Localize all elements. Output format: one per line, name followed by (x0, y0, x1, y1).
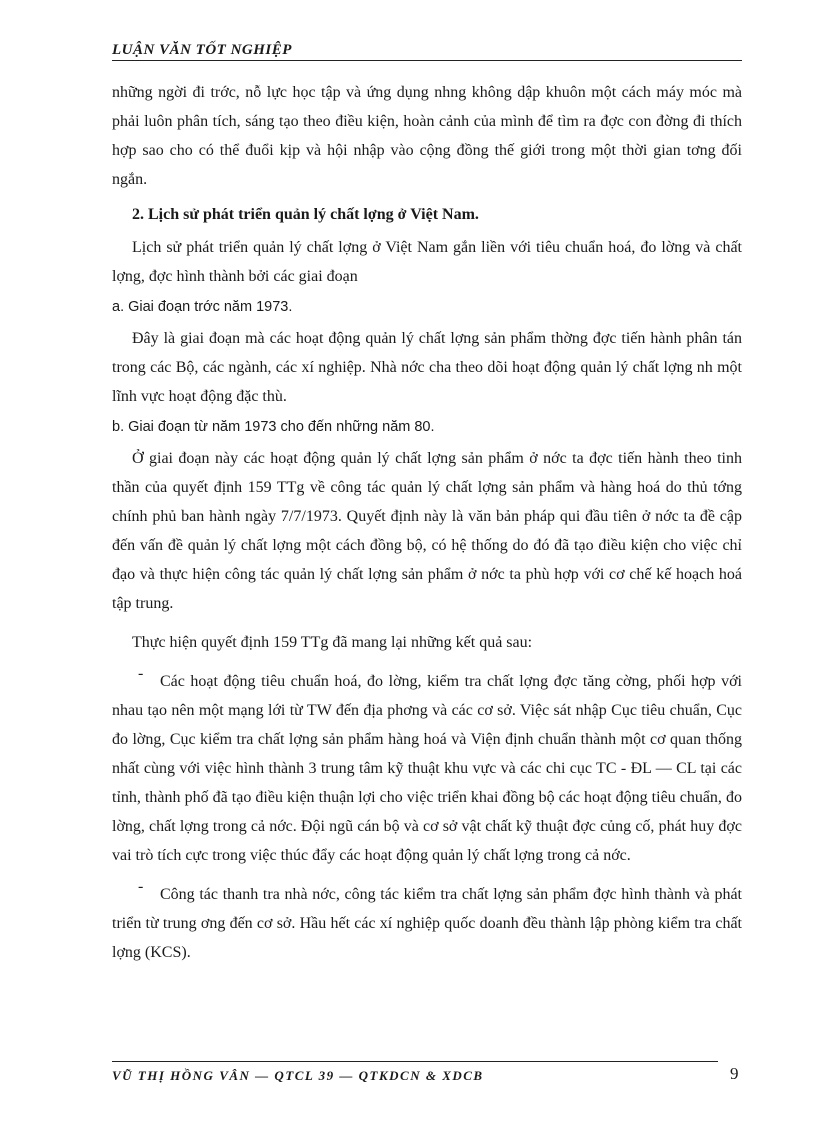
paragraph-before-1973: Đây là giai đoạn mà các hoạt động quản lý chất lợng sản phẩm thờng đợc tiến hành phân tán trong các Bộ, các ngành, các xí nghiệp. Nhà nớc cha theo dõi hoạt động quản lý chất lợng nh một lĩnh vực hoạt động đặc thù. (112, 330, 742, 405)
subheading-a: a. Giai đoạn trớc năm 1973. (112, 299, 293, 315)
dash-bullet-icon: - (138, 878, 144, 895)
dash-bullet-icon: - (138, 665, 144, 682)
bullet-item-1 (112, 667, 742, 870)
paragraph-history: Lịch sử phát triển quản lý chất lợng ở Việt Nam gắn liền với tiêu chuẩn hoá, đo lờng và chất lợng, đợc hình thành bởi các giai đoạn (112, 239, 742, 285)
footer-author: VŨ THỊ HỒNG VÂN — QTCL 39 — QTKDCN & XDCB (112, 1068, 484, 1083)
bullet-text-2: Công tác thanh tra nhà nớc, công tác kiểm tra chất lợng sản phẩm đợc hình thành và phát triển từ trung ơng đến cơ sở. Hầu hết các xí nghiệp quốc doanh đều thành lập phòng kiểm tra chất lợng (KCS). (112, 886, 742, 961)
page-body (112, 78, 742, 967)
bullet-text-1: Các hoạt động tiêu chuẩn hoá, đo lờng, kiểm tra chất lợng đợc tăng cờng, phối hợp với nhau tạo nên một mạng lới từ TW đến địa phơng và các cơ sở. Việc sát nhập Cục tiêu chuẩn, Cục đo lờng, Cục kiểm tra chất lợng sản phẩm hàng hoá và Viện định chuẩn thành một cơ quan thống nhất cùng với việc hình thành 3 trung tâm kỹ thuật khu vực và các chi cục TC - ĐL — CL tại các tỉnh, thành phố đã tạo điều kiện thuận lợi cho việc triển khai đồng bộ các hoạt động tiêu chuẩn, đo lờng, chất lợng trong cả nớc. Đội ngũ cán bộ và cơ sở vật chất kỹ thuật đợc củng cố, phát huy đợc vai trò tích cực trong việc thúc đẩy các hoạt động quản lý chất lợng trong cả nớc. (112, 673, 742, 864)
header-title: LUẬN VĂN TỐT NGHIỆP (112, 42, 292, 58)
page-number: 9 (730, 1064, 739, 1083)
paragraph-intro: những ngời đi trớc, nỗ lực học tập và ứng dụng nhng không dập khuôn một cách máy móc mà phải luôn phân tích, sáng tạo theo điều kiện, hoàn cảnh của mình để tìm ra đợc con đờng đi thích hợp sao cho có thể đuổi kịp và hội nhập vào cộng đồng thế giới trong một thời gian tơng đối ngắn. (112, 84, 742, 188)
footer-rule (112, 1061, 718, 1062)
paragraph-results: Thực hiện quyết định 159 TTg đã mang lại những kết quả sau: (132, 634, 533, 651)
bullet-item-2 (112, 880, 742, 967)
section-heading: 2. Lịch sử phát triển quản lý chất lợng ở Việt Nam. (132, 206, 479, 223)
page-header (112, 40, 742, 64)
subheading-b: b. Giai đoạn từ năm 1973 cho đến những năm 80. (112, 419, 435, 435)
header-rule (112, 60, 742, 61)
paragraph-1973-80: Ở giai đoạn này các hoạt động quản lý chất lợng sản phẩm ở nớc ta đợc tiến hành theo tinh thần của quyết định 159 TTg về công tác quản lý chất lợng sản phẩm và hàng hoá do thủ tớng chính phủ ban hành ngày 7/7/1973. Quyết định này là văn bản pháp qui đầu tiên ở nớc ta đề cập đến vấn đề quản lý chất lợng một cách đồng bộ, có hệ thống do đó đã tạo điều kiện cho việc chỉ đạo và thực hiện công tác quản lý chất lợng sản phẩm ở nớc ta phù hợp với cơ chế kế hoạch hoá tập trung. (112, 450, 742, 612)
